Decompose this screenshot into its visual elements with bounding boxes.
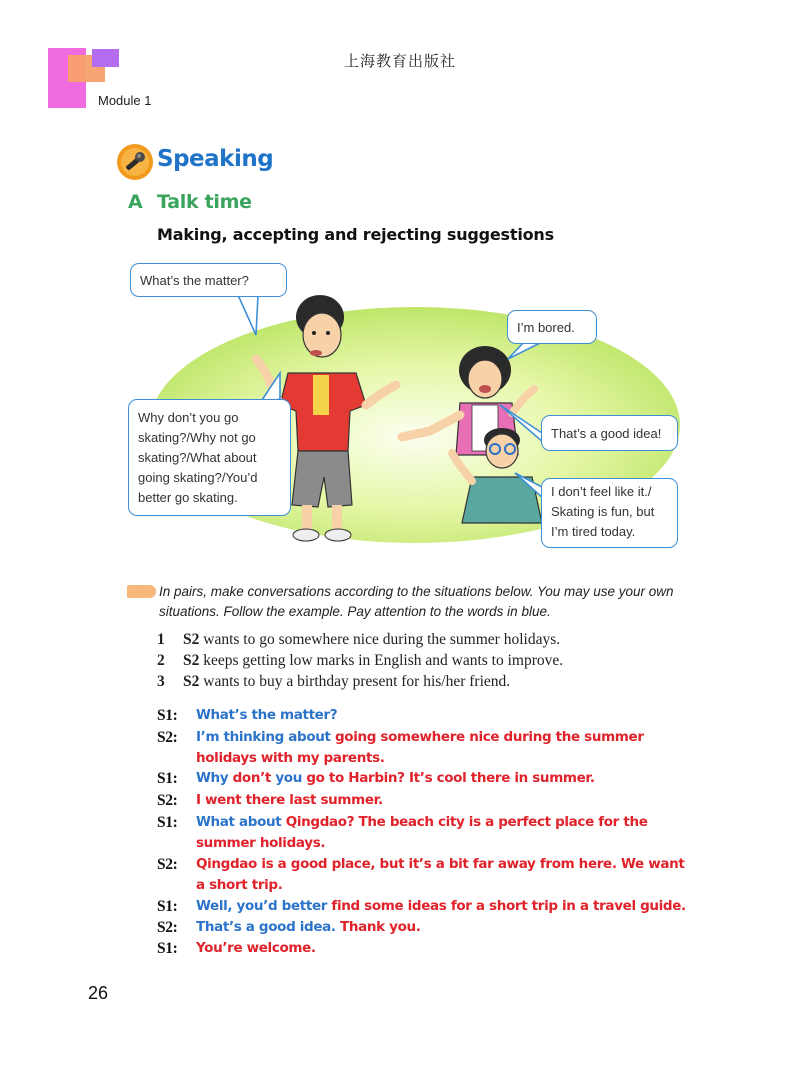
key-phrase: I’m thinking about <box>196 729 335 745</box>
example-text: I went there last summer. <box>196 792 383 808</box>
dialogue-speaker: S1: <box>157 814 178 831</box>
dialogue-speaker: S2: <box>157 919 178 936</box>
key-phrase: What about <box>196 814 286 830</box>
dialogue-line <box>157 917 697 938</box>
dialogue-line <box>157 727 697 769</box>
speech-bubble-im-bored <box>507 310 597 344</box>
dialogue-speaker: S2: <box>157 856 178 873</box>
microphone-icon <box>116 143 154 181</box>
dialogue-speaker: S2: <box>157 792 178 809</box>
bubble-tail-1 <box>238 295 258 335</box>
situation-item <box>157 652 563 670</box>
example-text: Qingdao is a good place, but it’s a bit far away from here. We want a short trip. <box>196 856 685 893</box>
dialogue-line <box>157 812 697 854</box>
dialogue-line <box>157 790 697 811</box>
dialogue-speaker: S2: <box>157 729 178 746</box>
bubble-line: Skating is fun, but <box>551 504 655 519</box>
key-phrase: you <box>271 770 307 786</box>
speech-bubble-suggestions <box>128 399 291 516</box>
speech-bubble-whats-the-matter <box>130 263 287 297</box>
dialogue-line <box>157 896 697 917</box>
bubble-text: What’s the matter? <box>140 273 249 288</box>
dialogue-speaker: S1: <box>157 707 178 724</box>
situation-number: 3 <box>157 673 165 690</box>
example-text: find some ideas for a short trip in a travel guide. <box>331 898 686 914</box>
section-heading: Speaking <box>157 146 274 172</box>
publisher-name: 上海教育出版社 <box>343 52 456 70</box>
example-text: going somewhere nice during the summer holidays with my parents. <box>196 729 644 766</box>
example-text: don’t <box>232 770 271 786</box>
example-text: Thank you. <box>340 919 421 935</box>
bubble-line: going skating?/You’d <box>138 470 258 485</box>
situation-speaker: S2 <box>183 652 200 669</box>
bubble-line: skating?/Why not go <box>138 430 256 445</box>
key-phrase: Why <box>196 770 233 786</box>
section-letter: A <box>128 191 143 213</box>
situation-number: 2 <box>157 652 165 669</box>
key-phrase: Well, you’d better <box>196 898 332 914</box>
bubble-line: better go skating. <box>138 490 238 505</box>
dialogue-speaker: S1: <box>157 770 178 787</box>
situation-number: 1 <box>157 631 165 648</box>
situation-speaker: S2 <box>183 631 200 648</box>
dialogue-line <box>157 854 697 896</box>
page-number: 26 <box>88 983 109 1003</box>
speech-bubble-good-idea <box>541 415 678 451</box>
situation-text: wants to buy a birthday present for his/her friend. <box>199 673 511 690</box>
bubble-line: I’m tired today. <box>551 524 636 539</box>
bubble-line: skating?/What about <box>138 450 257 465</box>
key-phrase: What’s the matter? <box>196 707 338 723</box>
speech-bubble-reject <box>541 478 678 548</box>
bubble-text: That’s a good idea! <box>551 426 662 441</box>
example-text: You’re welcome. <box>196 940 316 956</box>
example-text: Qingdao? The beach city is a perfect place for the summer holidays. <box>196 814 648 851</box>
dialogue-line <box>157 938 697 959</box>
situation-item <box>157 673 510 691</box>
dialogue-line <box>157 768 697 789</box>
situation-speaker: S2 <box>183 673 200 690</box>
section-subtitle: Making, accepting and rejecting suggestions <box>157 225 554 244</box>
situation-text: keeps getting low marks in English and wants to improve. <box>199 652 564 669</box>
bubble-line: I don’t feel like it./ <box>551 484 652 499</box>
key-phrase: That’s a good idea. <box>196 919 341 935</box>
example-text: go to Harbin? It’s cool there in summer. <box>306 770 595 786</box>
section-title: Talk time <box>157 191 252 213</box>
pencil-marker-icon <box>127 585 156 598</box>
bubble-line: Why don’t you go <box>138 410 239 425</box>
bubble-text: I’m bored. <box>517 320 575 335</box>
dialogue-speaker: S1: <box>157 940 178 957</box>
situation-item <box>157 631 560 649</box>
instruction-text: In pairs, make conversations according to the situations below. You may use your own situations. Follow the example. Pay attention to the words in blue. <box>159 584 674 619</box>
dialogue-speaker: S1: <box>157 898 178 915</box>
situation-text: wants to go somewhere nice during the summer holidays. <box>199 631 561 648</box>
dialogue-line <box>157 705 697 726</box>
module-label: Module 1 <box>98 93 152 108</box>
